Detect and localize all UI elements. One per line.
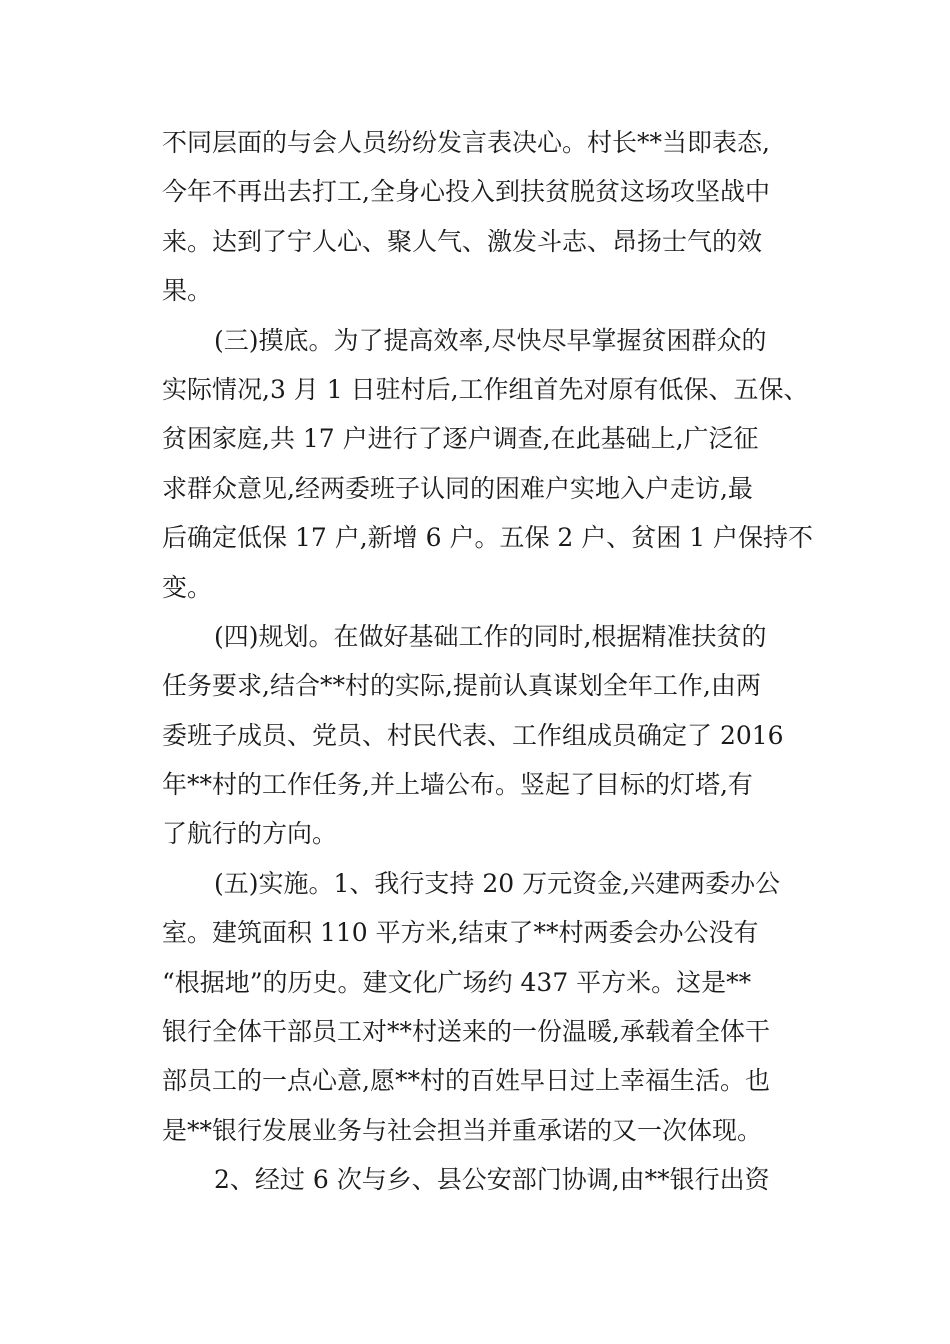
text-line: 后确定低保 17 户,新增 6 户。五保 2 户、贫困 1 户保持不 xyxy=(162,523,814,553)
text-line: 来。达到了宁人心、聚人气、激发斗志、昂扬士气的效 xyxy=(162,226,763,256)
text-line: 室。建筑面积 110 平方米,结束了**村两委会办公没有 xyxy=(162,918,759,948)
paragraph xyxy=(162,1155,802,1204)
text-line: 任务要求,结合**村的实际,提前认真谋划全年工作,由两 xyxy=(162,671,761,701)
text-line: 变。 xyxy=(162,572,213,602)
text-line: (四)规划。在做好基础工作的同时,根据精准扶贫的 xyxy=(214,621,767,651)
text-line: 求群众意见,经两委班子认同的困难户实地入户走访,最 xyxy=(162,473,753,503)
text-line: 委班子成员、党员、村民代表、工作组成员确定了 2016 xyxy=(162,720,784,750)
text-line: 贫困家庭,共 17 户进行了逐户调查,在此基础上,广泛征 xyxy=(162,424,759,454)
text-line: 部员工的一点心意,愿**村的百姓早日过上幸福生活。也 xyxy=(162,1066,770,1096)
document-body xyxy=(162,118,814,1205)
paragraph xyxy=(162,316,814,612)
text-line: 2、经过 6 次与乡、县公安部门协调,由**银行出资 xyxy=(214,1165,770,1195)
text-line: 银行全体干部员工对**村送来的一份温暖,承载着全体干 xyxy=(162,1017,770,1047)
paragraph xyxy=(162,859,802,1155)
text-line: “根据地”的历史。建文化广场约 437 平方米。这是** xyxy=(162,967,752,997)
text-line: 今年不再出去打工,全身心投入到扶贫脱贫这场攻坚战中 xyxy=(162,177,770,207)
text-line: 不同层面的与会人员纷纷发言表决心。村长**当即表态, xyxy=(162,128,770,157)
text-line: 实际情况,3 月 1 日驻村后,工作组首先对原有低保、五保、 xyxy=(162,374,809,404)
paragraph xyxy=(162,118,802,316)
text-line: 了航行的方向。 xyxy=(162,819,338,849)
text-line: 果。 xyxy=(162,276,213,306)
paragraph xyxy=(162,612,802,859)
text-line: (三)摸底。为了提高效率,尽快尽早掌握贫困群众的 xyxy=(214,325,767,355)
text-line: 年**村的工作任务,并上墙公布。竖起了目标的灯塔,有 xyxy=(162,770,753,800)
text-line: 是**银行发展业务与社会担当并重承诺的又一次体现。 xyxy=(162,1115,763,1145)
text-line: (五)实施。1、我行支持 20 万元资金,兴建两委办公 xyxy=(214,868,781,898)
